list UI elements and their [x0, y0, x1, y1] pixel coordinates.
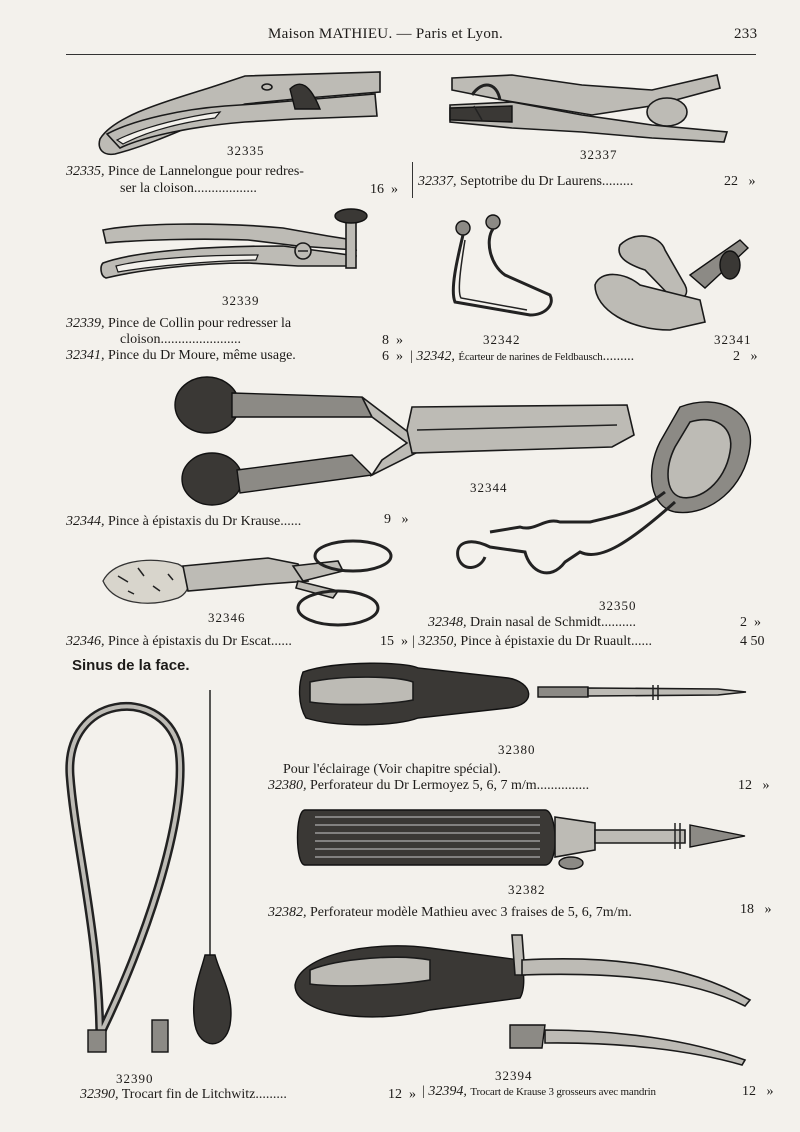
shaft [588, 688, 746, 696]
price-32342 [733, 349, 758, 365]
ref-number: 32337, [418, 174, 457, 189]
description: Septotribe du Dr Laurens [460, 174, 602, 189]
price-value: 9 [384, 512, 391, 527]
stylet [545, 1030, 745, 1065]
caption-32346 [66, 634, 292, 650]
ferrule [538, 687, 588, 697]
caption-32394 [422, 1084, 656, 1100]
bulb-left [456, 221, 470, 235]
price-32339 [382, 333, 403, 349]
illustration-32341-moure-forceps [590, 230, 760, 340]
price-mark: » [401, 634, 408, 649]
jaws [183, 558, 308, 591]
ref-number: 32339, [66, 316, 105, 331]
ref-number: 32394, [428, 1084, 467, 1099]
set-screw [559, 857, 583, 869]
cup-lower [182, 453, 242, 505]
figure-number: 32342 [483, 332, 521, 347]
column-divider [412, 162, 413, 198]
page-number: 233 [734, 26, 758, 42]
pivot-boss [647, 98, 687, 126]
handle-highlight [310, 677, 413, 704]
ref-number: 32346, [66, 634, 105, 649]
burr-tip [690, 825, 745, 847]
pivot-screw [262, 84, 272, 90]
caption-32380 [268, 778, 589, 794]
price-32337 [724, 174, 756, 190]
price-32341 [382, 349, 403, 365]
price-value: 18 [740, 902, 754, 917]
description: Trocart de Krause 3 grosseurs avec mandrin [470, 1086, 656, 1098]
trocar-handle [194, 955, 231, 1044]
price-32382 [740, 902, 772, 918]
leader-dots: ............... [536, 778, 590, 793]
curved-cannula [522, 959, 750, 1006]
screw-knob [720, 251, 740, 279]
description: Pince de Lannelongue pour redres- [108, 164, 304, 179]
leader-dots: .......... [601, 615, 637, 630]
ref-number: 32342, [416, 349, 455, 364]
ref-number: 32341, [66, 348, 105, 363]
leader-dots: ....................... [160, 332, 241, 347]
cup-upper [175, 377, 239, 433]
caption-32339-line1 [66, 316, 291, 332]
ref-number: 32380, [268, 778, 307, 793]
caption-32341 [66, 348, 296, 364]
caption-32337 [418, 174, 633, 190]
price-32346 [380, 634, 408, 650]
price-mark: » [766, 1084, 774, 1099]
leader-dots: ...... [631, 634, 652, 649]
figure-number: 32335 [227, 143, 265, 158]
price-mark: » [391, 182, 398, 197]
price-value: 15 [380, 634, 394, 649]
price-mark: » [750, 349, 758, 364]
description: Pince à épistaxie du Dr Ruault [460, 634, 631, 649]
figure-number: 32346 [208, 610, 246, 625]
shaft [595, 830, 685, 843]
bulb-right [486, 215, 500, 229]
price-value: 6 [382, 349, 389, 364]
figure-number: 32341 [714, 332, 752, 347]
description: Pince du Dr Moure, même usage. [108, 348, 296, 363]
price-32394 [742, 1084, 774, 1100]
figure-number: 32394 [495, 1068, 533, 1083]
ref-number: 32350, [418, 634, 457, 649]
price-value: 12 [388, 1087, 402, 1102]
wire-arm-lower [458, 502, 675, 573]
price-mark: » [396, 349, 403, 364]
price-value: 2 [733, 349, 740, 364]
tube-fitting-right [152, 1020, 168, 1052]
price-value: 12 [738, 778, 752, 793]
column-divider: | [412, 634, 419, 649]
price-value: 16 [370, 182, 384, 197]
price-value: 8 [382, 333, 389, 348]
ref-number: 32344, [66, 514, 105, 529]
price-mark: » [754, 615, 761, 630]
price-mark: » [748, 174, 756, 189]
price-32348 [740, 615, 761, 631]
price-mark: » [409, 1087, 416, 1102]
illustration-32346-escat-forceps [98, 536, 398, 631]
price-32350 [740, 634, 765, 650]
wire-frame [453, 229, 551, 315]
arm-upper [232, 393, 372, 417]
description: ser la cloison [120, 181, 194, 196]
caption-32382 [268, 905, 632, 921]
price-32344 [384, 512, 409, 528]
illustration-32337-septotribe [442, 70, 732, 150]
illustration-32382-mathieu-perforator [295, 805, 750, 877]
illustration-32380-lermoyez-perforator [298, 660, 748, 730]
caption-32350 [412, 634, 652, 650]
caption-32335-line2 [120, 181, 257, 197]
column-divider: | [410, 349, 417, 364]
figure-number: 32337 [580, 147, 618, 162]
illustration-32339-collin-forceps [98, 208, 373, 288]
ferrule [555, 817, 595, 857]
caption-32339-line2 [120, 332, 241, 348]
arm-lower [237, 455, 372, 493]
price-mark: » [396, 333, 403, 348]
ref-number: 32348, [428, 615, 467, 630]
leader-dots: ......... [602, 349, 635, 364]
figure-number: 32339 [222, 293, 260, 308]
figure-number: 32344 [470, 480, 508, 495]
price-mark: » [401, 512, 409, 527]
blade-lower [595, 274, 705, 330]
leader-dots: .................. [193, 181, 257, 196]
wire-inner [459, 240, 527, 310]
illustration-32390-litchwitz-trocar [60, 685, 250, 1075]
column-divider: | [422, 1084, 429, 1099]
illustration-32350-ruault-forceps [450, 392, 760, 597]
description: Drain nasal de Schmidt [470, 615, 602, 630]
leader-dots: ...... [270, 634, 292, 649]
shank-upper [293, 561, 343, 581]
description: Écarteur de narines de Feldbausch [458, 351, 603, 363]
finger-ring-upper [315, 541, 391, 571]
figure-number: 32380 [498, 742, 536, 757]
figure-number: 32350 [599, 598, 637, 613]
price-mark: » [762, 778, 770, 793]
thumbscrew-shaft [346, 220, 356, 268]
price-mark: » [764, 902, 772, 917]
description: Perforateur du Dr Lermoyez 5, 6, 7 m/m [310, 778, 537, 793]
ref-number: 32390, [80, 1087, 119, 1102]
header-rule [66, 54, 756, 55]
price-value: 4 50 [740, 634, 765, 649]
price-32390 [388, 1087, 416, 1103]
description: cloison [120, 332, 161, 347]
wire-arm-upper [490, 492, 665, 532]
note-32380: Pour l'éclairage (Voir chapitre spécial). [283, 762, 502, 777]
figure-number: 32382 [508, 882, 546, 897]
illustration-32342-nasal-dilator [445, 210, 565, 330]
stylet-cap [510, 1025, 545, 1048]
leader-dots: ...... [280, 514, 302, 529]
section-heading: Sinus de la face. [72, 657, 190, 674]
price-value: 2 [740, 615, 747, 630]
ref-number: 32335, [66, 164, 105, 179]
price-value: 12 [742, 1084, 756, 1099]
finger-ring-lower [298, 591, 378, 625]
price-32335 [370, 182, 398, 198]
description: Pince à épistaxis du Dr Krause [108, 514, 281, 529]
thumbscrew-head [335, 209, 367, 223]
illustration-32394-krause-trocar [290, 930, 755, 1075]
caption-32390 [80, 1087, 287, 1103]
description: Pince à épistaxis du Dr Escat [108, 634, 271, 649]
figure-number: 32390 [116, 1071, 154, 1086]
leader-dots: ......... [601, 174, 634, 189]
ref-number: 32382, [268, 905, 307, 920]
shank-lower [296, 581, 338, 598]
caption-32335-line1 [66, 164, 304, 180]
cotton-swab [103, 560, 189, 603]
caption-32348 [428, 615, 636, 631]
tube-fitting-left [88, 1030, 106, 1052]
leader-dots: ......... [255, 1087, 287, 1102]
caption-32342 [410, 349, 634, 365]
page-header-title: Maison MATHIEU. — Paris et Lyon. [268, 26, 504, 42]
description: Perforateur modèle Mathieu avec 3 fraises de 5, 6, 7m/m. [310, 905, 632, 920]
description: Trocart fin de Litchwitz [121, 1087, 256, 1102]
price-32380 [738, 778, 770, 794]
caption-32344 [66, 514, 301, 530]
description: Pince de Collin pour redresser la [108, 316, 292, 331]
price-value: 22 [724, 174, 738, 189]
